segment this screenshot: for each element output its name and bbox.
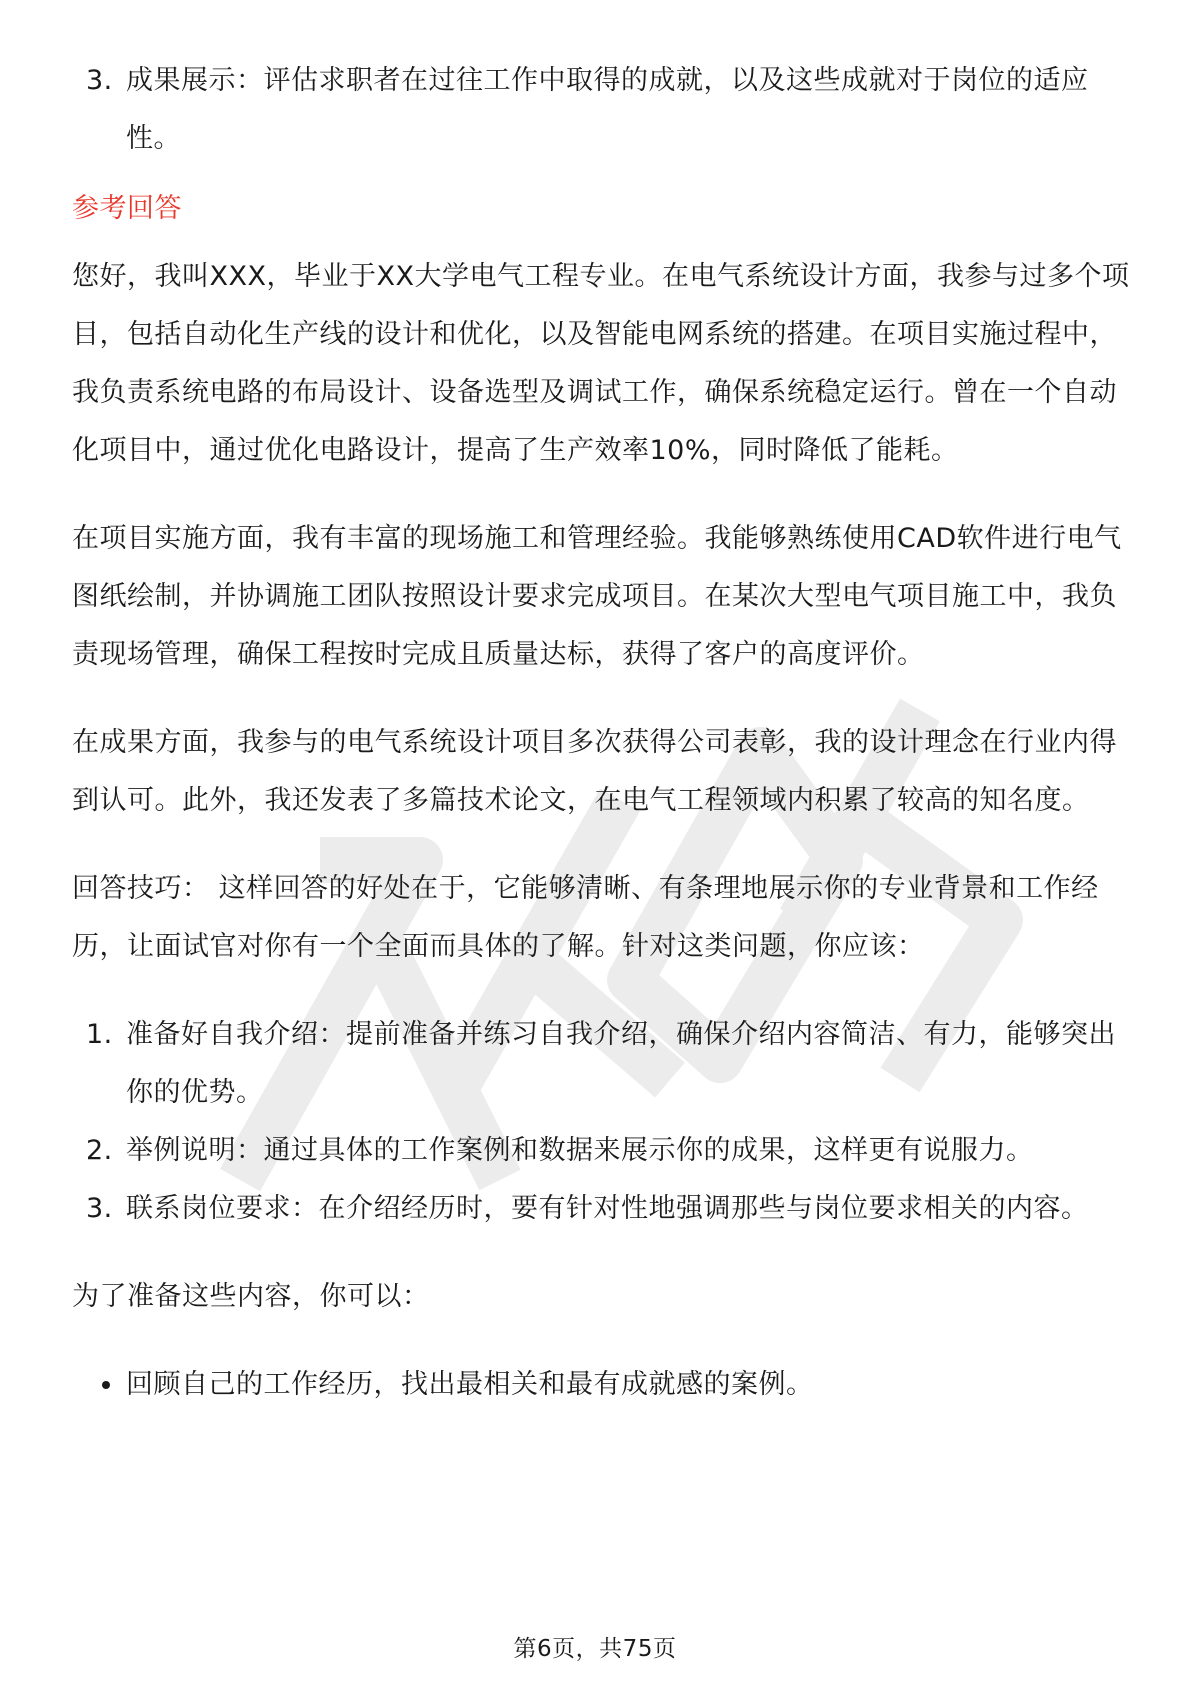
bullet-item [72,1356,1132,1414]
content [72,52,1132,1414]
list-item-text: 成果展示：评估求职者在过往工作中取得的成就，以及这些成就对于岗位的适应性。 [126,65,1089,154]
list-item-text: 准备好自我介绍：提前准备并练习自我介绍，确保介绍内容简洁、有力，能够突出你的优势。 [126,1019,1116,1108]
bullet-dot-icon [102,1381,110,1389]
list-item [72,52,1132,168]
page-footer: 第6页，共75页 [513,1636,677,1662]
answer-paragraph-1: 您好，我叫XXX，毕业于XX大学电气工程专业。在电气系统设计方面，我参与过多个项目，包括自动化生产线的设计和优化，以及智能电网系统的搭建。在项目实施过程中，我负责系统电路的布局设计、设备选型及调试工作，确保系统稳定运行。曾在一个自动化项目中，通过优化电路设计，提高了生产效率10%，同时降低了能耗。 [72,261,1130,466]
list-item-text: 联系岗位要求：在介绍经历时，要有针对性地强调那些与岗位要求相关的内容。 [126,1193,1089,1224]
list-item [72,1006,1132,1122]
list-number: 3. [86,1193,113,1224]
answer-tips-paragraph: 回答技巧： 这样回答的好处在于，它能够清晰、有条理地展示你的专业背景和工作经历，让面试官对你有一个全面而具体的了解。针对这类问题，你应该： [72,873,1099,962]
list-item [72,1180,1132,1238]
list-number: 3. [86,65,113,96]
answer-paragraph-3: 在成果方面，我参与的电气系统设计项目多次获得公司表彰，我的设计理念在行业内得到认可。此外，我还发表了多篇技术论文，在电气工程领域内积累了较高的知名度。 [72,727,1117,816]
list-item-text: 举例说明：通过具体的工作案例和数据来展示你的成果，这样更有说服力。 [126,1135,1034,1166]
answer-paragraph-2: 在项目实施方面，我有丰富的现场施工和管理经验。我能够熟练使用CAD软件进行电气图纸绘制，并协调施工团队按照设计要求完成项目。在某次大型电气项目施工中，我负责现场管理，确保工程按时完成且质量达标，获得了客户的高度评价。 [72,523,1122,670]
reference-answer-heading: 参考回答 [72,193,182,224]
bullet-item-text: 回顾自己的工作经历，找出最相关和最有成就感的案例。 [126,1369,814,1400]
prepare-intro: 为了准备这些内容，你可以： [72,1281,430,1312]
list-number: 1. [86,1019,113,1050]
list-item [72,1122,1132,1180]
list-number: 2. [86,1135,113,1166]
